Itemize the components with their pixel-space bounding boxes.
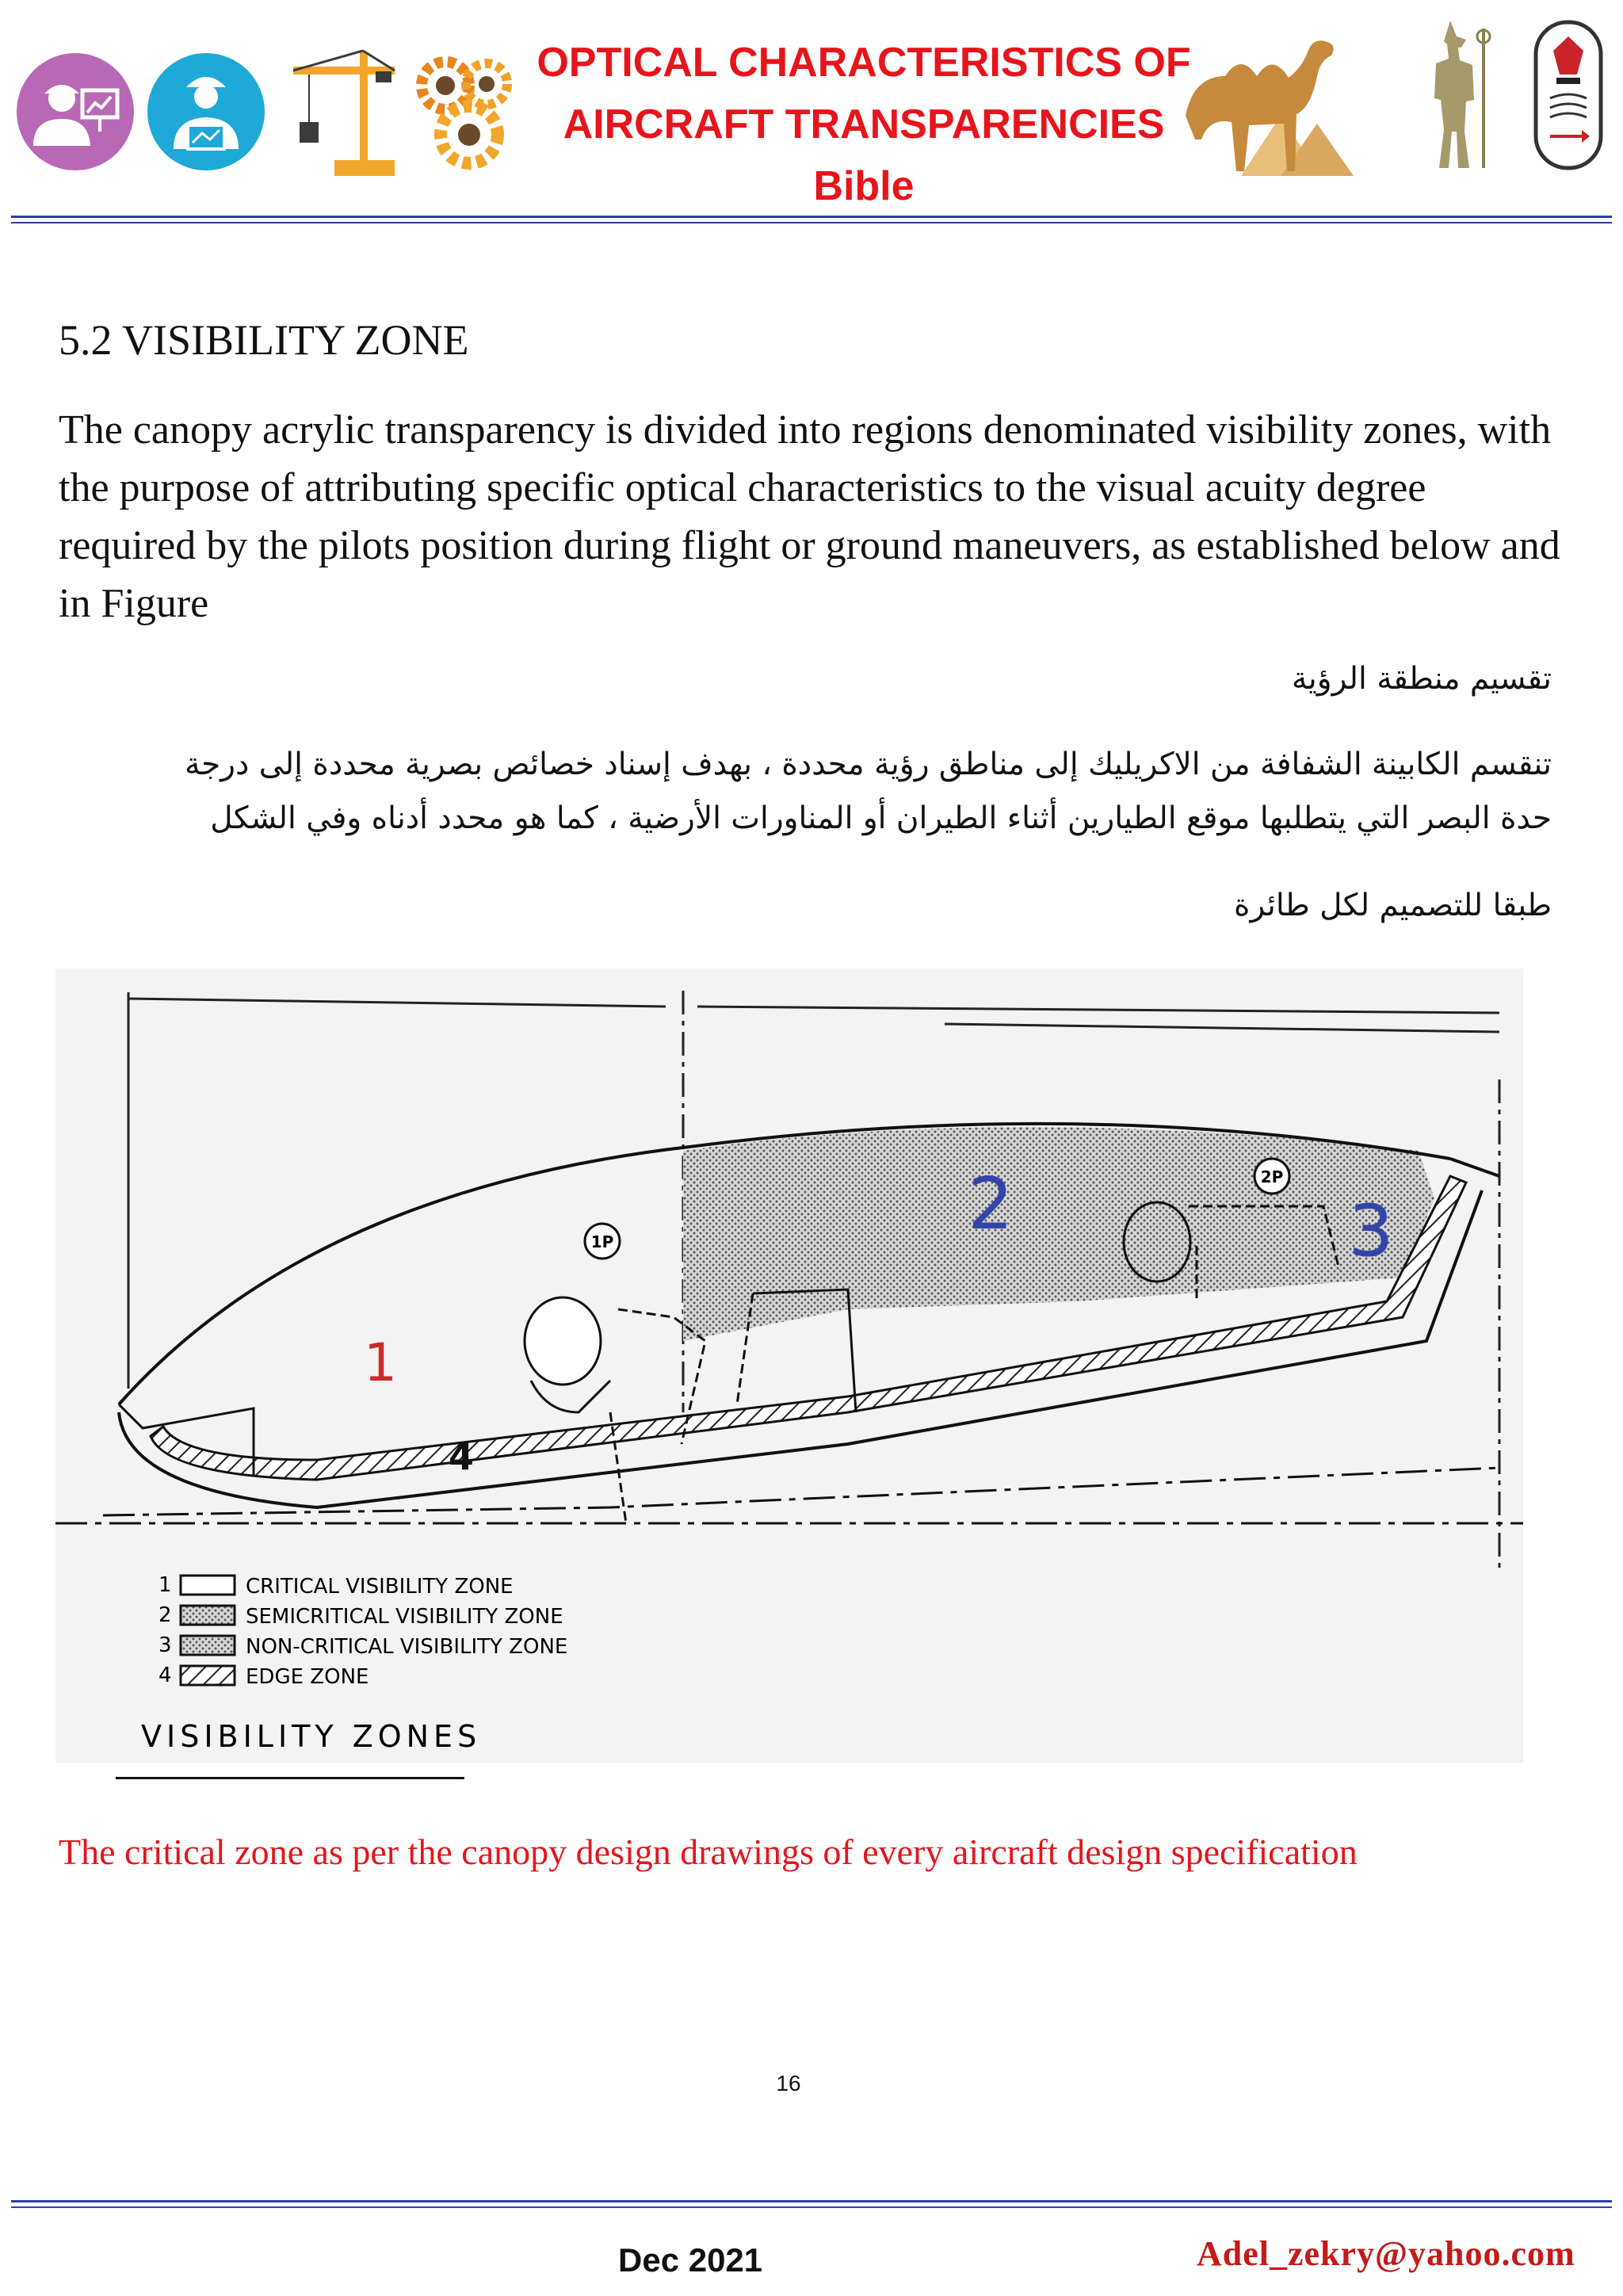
title-line-1: OPTICAL CHARACTERISTICS OF [537,40,1191,86]
zone-1-number: 1 [364,1332,397,1393]
zone-2-number: 2 [968,1163,1014,1246]
zone-3-number: 3 [1348,1190,1394,1273]
tower-crane-icon [287,44,398,179]
section-title: 5.2 VISIBILITY ZONE [59,316,469,364]
legend-label-2: SEMICRITICAL VISIBILITY ZONE [246,1605,563,1629]
arabic-heading: تقسيم منطقة الرؤية [1291,661,1552,697]
legend-num-4: 4 [158,1664,172,1687]
figure-caption-underline [116,1777,464,1779]
header [0,0,1623,230]
gears-icon [414,46,517,173]
pilot-1-label: 1P [590,1232,614,1251]
footer-rule [11,2200,1612,2202]
legend-num-1: 1 [158,1573,172,1597]
header-rule [11,216,1612,218]
visibility-zones-figure [55,968,1523,1763]
title-line-3: Bible [813,163,915,209]
title-line-2: AIRCRAFT TRANSPARENCIES [563,101,1165,147]
legend-num-3: 3 [158,1633,172,1657]
camel-pyramids-icon [1162,21,1357,179]
footer-rule-thin [11,2206,1612,2208]
legend-num-2: 2 [158,1603,172,1627]
legend-label-4: EDGE ZONE [246,1665,369,1689]
legend-label-3: NON-CRITICAL VISIBILITY ZONE [246,1635,568,1659]
anubis-icon [1412,13,1501,171]
critical-zone-note: The critical zone as per the canopy design drawings of every aircraft design specification [59,1832,1358,1872]
arabic-line-1: تنقسم الكابينة الشفافة من الاكريليك إلى مناطق رؤية محددة ، بهدف إسناد خصائص بصرية محددة إلى درجة [185,747,1552,782]
engineer-presentation-icon [16,52,135,171]
footer-email[interactable]: Adel_zekry@yahoo.com [1197,2234,1575,2273]
document-title [507,32,1220,217]
legend-label-1: CRITICAL VISIBILITY ZONE [246,1575,514,1599]
section-paragraph: The canopy acrylic transparency is divided into regions denominated visibility zones, with the purpose of attributing specific optical characteristics to the visual acuity degree required by the pilots position during flight or ground maneuvers, as established below and in Figure [59,407,1560,626]
figure-caption: VISIBILITY ZONES [141,1719,482,1754]
page-number: 16 [776,2071,801,2095]
pilot-2-label: 2P [1260,1167,1284,1186]
zone-4-number: 4 [448,1435,475,1478]
arabic-line-2: حدة البصر التي يتطلبها موقع الطيارين أثناء الطيران أو المناورات الأرضية ، كما هو محدد أدناه وفي الشكل [210,800,1552,836]
header-rule-thin [11,222,1612,223]
footer-date: Dec 2021 [618,2241,763,2279]
arabic-line-3: طبقا للتصميم لكل طائرة [1234,888,1552,923]
engineer-blueprint-icon [147,52,265,171]
emblem-icon [1533,19,1604,171]
